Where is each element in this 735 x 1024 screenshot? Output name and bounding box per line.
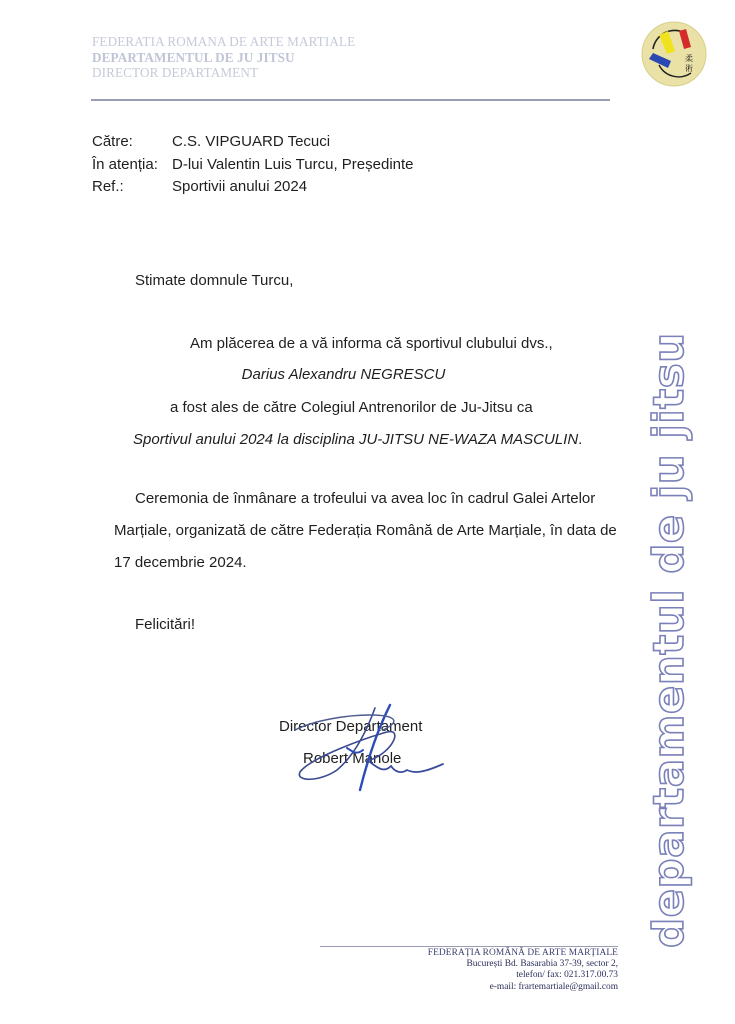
ju-jitsu-emblem-logo [641,21,707,87]
signatory-name: Robert Manole [303,750,402,767]
ceremony-line-3: 17 decembrie 2024. [114,554,247,571]
letter-addressing [92,131,414,199]
svg-text:柔: 柔 [685,54,693,63]
footer-phone: telefon/ fax: 021.317.00.73 [516,970,618,981]
handwritten-signature [275,700,455,795]
attention-label: În atenția: [92,155,158,173]
ceremony-line-1: Ceremonia de înmânare a trofeului va avea loc în cadrul Galei Artelor [135,490,596,507]
department-watermark: departamentul de ju jitsu [644,332,693,948]
footer-address: București Bd. Basarabia 37-39, sector 2, [466,959,618,970]
announcement-line: Am plăcerea de a vă informa că sportivul clubului dvs., [190,335,553,352]
selection-line: a fost ales de către Colegiul Antrenorilor de Ju-Jitsu ca [170,399,533,416]
letterhead-role: DIRECTOR DEPARTAMENT [92,65,259,80]
award-line [133,430,582,450]
reference-value: Sportivii anului 2024 [172,178,308,195]
award-period: . [578,431,583,448]
reference-row [92,176,414,199]
athlete-name: Darius Alexandru NEGRESCU [241,366,446,383]
letterhead-federation: FEDERATIA ROMANA DE ARTE MARTIALE [92,34,356,49]
header-divider [91,99,610,101]
svg-text:術: 術 [685,64,693,73]
signatory-title: Director Departament [279,718,423,735]
reference-label: Ref.: [92,178,124,195]
recipient-label: Către: [92,133,133,150]
footer-email: e-mail: frartemartiale@gmail.com [489,981,618,992]
recipient-row [92,131,414,154]
greeting: Stimate domnule Turcu, [135,272,294,289]
footer-divider [320,946,618,947]
footer-contact [428,948,618,993]
award-title: Sportivul anului 2024 la disciplina JU-JITSU NE-WAZA MASCULIN [133,431,579,448]
recipient-value: C.S. VIPGUARD Tecuci [172,133,331,150]
ceremony-line-2: Marțiale, organizată de către Federația Română de Arte Marțiale, în data de [114,522,617,539]
letterhead-department: DEPARTAMENTUL DE JU JITSU [92,49,295,65]
footer-organization: FEDERAȚIA ROMÂNĂ DE ARTE MARȚIALE [427,948,618,958]
attention-value: D-lui Valentin Luis Turcu, Președinte [172,155,414,173]
letterhead [92,34,355,81]
closing: Felicitări! [135,616,196,633]
attention-row [92,154,414,177]
